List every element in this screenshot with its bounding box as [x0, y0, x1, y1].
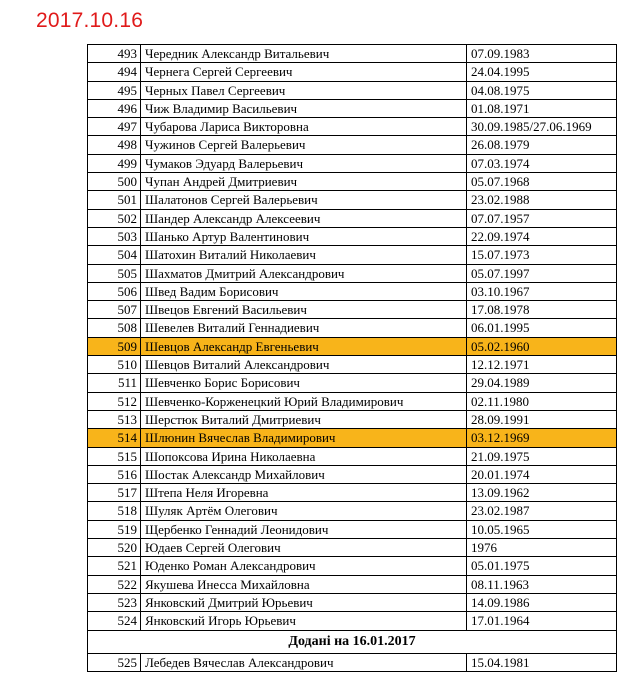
table-row	[88, 118, 617, 136]
row-name: Чиж Владимир Васильевич	[141, 99, 467, 117]
table-row	[88, 484, 617, 502]
row-name: Швецов Евгений Васильевич	[141, 301, 467, 319]
table-row	[88, 465, 617, 483]
row-name: Шандер Александр Алексеевич	[141, 209, 467, 227]
row-name: Шевченко-Корженецкий Юрий Владимирович	[141, 392, 467, 410]
table-row	[88, 264, 617, 282]
row-date: 26.08.1979	[467, 136, 617, 154]
row-number: 503	[88, 227, 141, 245]
row-name: Черных Павел Сергеевич	[141, 81, 467, 99]
table-row	[88, 209, 617, 227]
table-row	[88, 356, 617, 374]
registry-table	[87, 44, 617, 672]
table-row	[88, 612, 617, 630]
row-number: 497	[88, 118, 141, 136]
row-name: Юденко Роман Александрович	[141, 557, 467, 575]
row-number: 522	[88, 575, 141, 593]
row-date: 07.03.1974	[467, 154, 617, 172]
table-row-highlighted	[88, 337, 617, 355]
row-number: 502	[88, 209, 141, 227]
table-row	[88, 63, 617, 81]
row-date: 03.12.1969	[467, 429, 617, 447]
table-row-highlighted	[88, 429, 617, 447]
table-row	[88, 374, 617, 392]
table-row	[88, 447, 617, 465]
row-number: 514	[88, 429, 141, 447]
row-number: 517	[88, 484, 141, 502]
row-name: Янковский Игорь Юрьевич	[141, 612, 467, 630]
row-number: 510	[88, 356, 141, 374]
row-name: Шанько Артур Валентинович	[141, 227, 467, 245]
row-date: 06.01.1995	[467, 319, 617, 337]
row-date: 29.04.1989	[467, 374, 617, 392]
row-name: Лебедев Вячеслав Александрович	[141, 653, 467, 671]
table-row	[88, 136, 617, 154]
table-row	[88, 246, 617, 264]
row-date: 03.10.1967	[467, 282, 617, 300]
section-heading: Додані на 16.01.2017	[88, 630, 617, 653]
table-row	[88, 593, 617, 611]
row-date: 05.07.1968	[467, 173, 617, 191]
table-row	[88, 45, 617, 63]
row-number: 504	[88, 246, 141, 264]
table-row	[88, 392, 617, 410]
row-number: 494	[88, 63, 141, 81]
row-date: 24.04.1995	[467, 63, 617, 81]
row-name: Шопоксова Ирина Николаевна	[141, 447, 467, 465]
row-name: Шуляк Артём Олегович	[141, 502, 467, 520]
row-date: 30.09.1985/27.06.1969	[467, 118, 617, 136]
row-name: Чубарова Лариса Викторовна	[141, 118, 467, 136]
table-row	[88, 539, 617, 557]
row-number: 501	[88, 191, 141, 209]
row-number: 506	[88, 282, 141, 300]
row-name: Шостак Александр Михайлович	[141, 465, 467, 483]
table-row	[88, 557, 617, 575]
row-number: 500	[88, 173, 141, 191]
row-name: Чередник Александр Витальевич	[141, 45, 467, 63]
row-date: 22.09.1974	[467, 227, 617, 245]
row-name: Чужинов Сергей Валерьевич	[141, 136, 467, 154]
row-date: 23.02.1988	[467, 191, 617, 209]
row-name: Шевелев Виталий Геннадиевич	[141, 319, 467, 337]
table-row	[88, 575, 617, 593]
row-date: 04.08.1975	[467, 81, 617, 99]
table-row	[88, 319, 617, 337]
row-number: 499	[88, 154, 141, 172]
row-number: 513	[88, 410, 141, 428]
row-date: 08.11.1963	[467, 575, 617, 593]
row-name: Шерстюк Виталий Дмитриевич	[141, 410, 467, 428]
row-date: 28.09.1991	[467, 410, 617, 428]
row-number: 509	[88, 337, 141, 355]
row-name: Щербенко Геннадий Леонидович	[141, 520, 467, 538]
row-name: Шахматов Дмитрий Александрович	[141, 264, 467, 282]
row-number: 493	[88, 45, 141, 63]
row-number: 523	[88, 593, 141, 611]
row-number: 511	[88, 374, 141, 392]
table-row	[88, 227, 617, 245]
row-number: 508	[88, 319, 141, 337]
row-date: 15.07.1973	[467, 246, 617, 264]
row-number: 525	[88, 653, 141, 671]
row-date: 01.08.1971	[467, 99, 617, 117]
row-date: 05.07.1997	[467, 264, 617, 282]
row-date: 10.05.1965	[467, 520, 617, 538]
table-row	[88, 502, 617, 520]
row-date: 05.02.1960	[467, 337, 617, 355]
row-date: 23.02.1987	[467, 502, 617, 520]
row-name: Шевченко Борис Борисович	[141, 374, 467, 392]
row-date: 05.01.1975	[467, 557, 617, 575]
row-number: 521	[88, 557, 141, 575]
row-name: Шевцов Виталий Александрович	[141, 356, 467, 374]
row-number: 505	[88, 264, 141, 282]
section-row	[88, 630, 617, 653]
row-name: Штепа Неля Игоревна	[141, 484, 467, 502]
row-name: Якушева Инесса Михайловна	[141, 575, 467, 593]
row-number: 495	[88, 81, 141, 99]
table-row	[88, 301, 617, 319]
row-name: Юдаев Сергей Олегович	[141, 539, 467, 557]
row-name: Шлюнин Вячеслав Владимирович	[141, 429, 467, 447]
table-row	[88, 282, 617, 300]
row-number: 515	[88, 447, 141, 465]
row-name: Чумаков Эдуард Валерьевич	[141, 154, 467, 172]
date-stamp: 2017.10.16	[36, 9, 144, 32]
row-date: 13.09.1962	[467, 484, 617, 502]
row-number: 520	[88, 539, 141, 557]
row-date: 07.09.1983	[467, 45, 617, 63]
row-date: 21.09.1975	[467, 447, 617, 465]
row-number: 507	[88, 301, 141, 319]
row-name: Шатохин Виталий Николаевич	[141, 246, 467, 264]
row-name: Янковский Дмитрий Юрьевич	[141, 593, 467, 611]
row-number: 496	[88, 99, 141, 117]
row-name: Чернега Сергей Сергеевич	[141, 63, 467, 81]
row-date: 12.12.1971	[467, 356, 617, 374]
row-number: 524	[88, 612, 141, 630]
row-date: 07.07.1957	[467, 209, 617, 227]
table-row	[88, 154, 617, 172]
registry-body	[88, 45, 617, 672]
row-date: 20.01.1974	[467, 465, 617, 483]
row-date: 17.01.1964	[467, 612, 617, 630]
row-date: 02.11.1980	[467, 392, 617, 410]
row-date: 17.08.1978	[467, 301, 617, 319]
row-name: Шалатонов Сергей Валерьевич	[141, 191, 467, 209]
table-row	[88, 99, 617, 117]
row-number: 516	[88, 465, 141, 483]
row-number: 512	[88, 392, 141, 410]
row-date: 14.09.1986	[467, 593, 617, 611]
row-number: 519	[88, 520, 141, 538]
table-row	[88, 191, 617, 209]
row-date: 1976	[467, 539, 617, 557]
row-name: Чупан Андрей Дмитриевич	[141, 173, 467, 191]
table-row	[88, 410, 617, 428]
table-row	[88, 173, 617, 191]
row-date: 15.04.1981	[467, 653, 617, 671]
table-row	[88, 520, 617, 538]
row-name: Шевцов Александр Евгеньевич	[141, 337, 467, 355]
row-number: 518	[88, 502, 141, 520]
table-row	[88, 653, 617, 671]
row-number: 498	[88, 136, 141, 154]
table-row	[88, 81, 617, 99]
row-name: Швед Вадим Борисович	[141, 282, 467, 300]
